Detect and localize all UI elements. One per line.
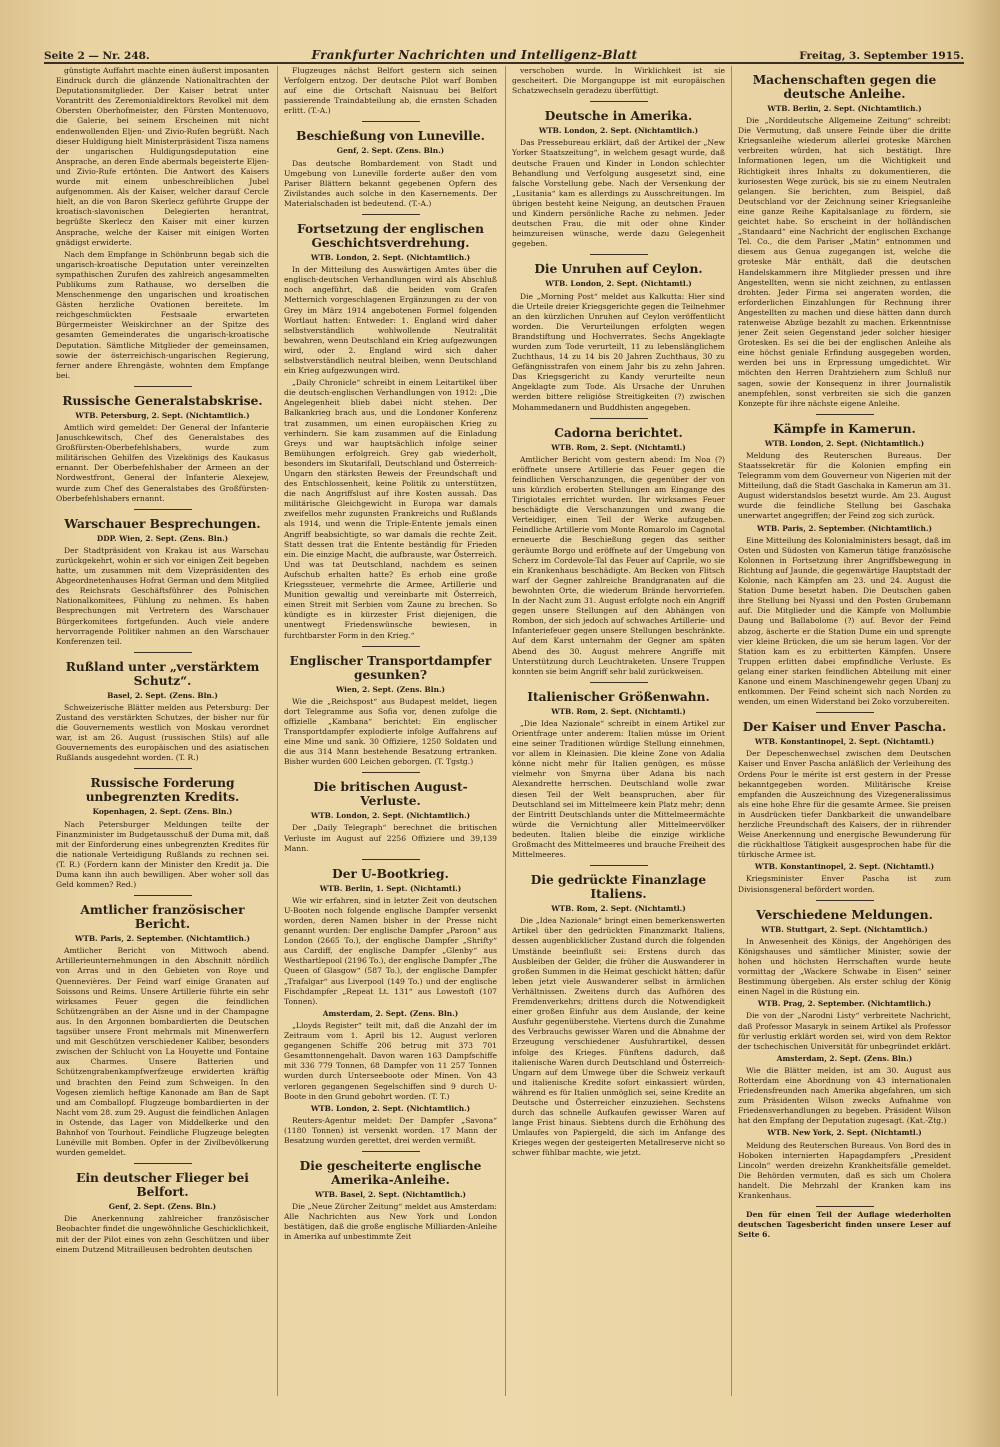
headline: Der Kaiser und Enver Pascha. <box>742 720 947 735</box>
headline: Die gescheiterte englische Amerika-Anleihe. <box>299 1159 482 1188</box>
page-number: Seite 2 — Nr. 248. <box>44 50 150 62</box>
dateline: Kopenhagen, 2. Sept. (Zens. Bln.) <box>92 807 233 817</box>
article-separator <box>362 121 420 122</box>
dateline: Amsterdam, 2. Sept. (Zens. Bln.) <box>776 1053 913 1063</box>
article-text: verschoben wurde. In Wirklichkeit ist sie gescheitert. Die Morganguppe ist mit europäischen Schatzwechseln geradezu überfüttigt. <box>512 66 725 96</box>
article-text: Kriegsminister Enver Pascha ist zum Divisionsgeneral befördert worden. <box>738 874 951 894</box>
dateline: WTB. Paris, 2. September. (Nichtamtlich.) <box>75 934 250 944</box>
article-separator <box>134 509 192 510</box>
dateline: WTB. London, 2. Sept. (Nichtamtlich.) <box>764 438 925 448</box>
article-separator <box>590 865 648 866</box>
article-separator <box>590 254 648 255</box>
article-text: Wie wir erfahren, sind in letzter Zeit von deutschen U-Booten noch folgende englische Dampfer versenkt worden, deren Namen bisher in der Presse nicht genannt wurden: Der englische Dampfer „Paroon“ aus London (2665 To.), der englische Dampfer „Shrifty“ aus Cardiff, der englische Dampfer „Glenby“ aus Westhartlepool (2196 To.), der englische Dampfer „The Queen of Glasgow“ (587 To.), der englische Dampfer „Trafalgar“ aus Liverpool (149 To.) und der englische Fischdampfer „Repeat Lt. 131“ aus Lowestoft (107 Tonnen). <box>284 895 497 1006</box>
dateline: WTB. London, 2. Sept. (Nichtamtl.) <box>545 279 692 289</box>
headline: Kämpfe in Kamerun. <box>773 421 916 436</box>
article-separator <box>816 414 874 415</box>
article-separator <box>816 712 874 713</box>
article-text: Nach Petersburger Meldungen teilte der Finanzminister im Budgetausschuß der Duma mit, daß mit der Einforderung eines unbegrenzten Kredites für die nationale Verteidigung Rußlands zu rechnen sei. (T. R.) (Fordern kann der Minister den Kredit ja. Die Duma kann ihn auch bewilligen. Aber woher soll das Geld kommen? Red.) <box>56 819 269 890</box>
article-separator <box>134 1163 192 1164</box>
article-text: In Anwesenheit des Königs, der Angehörigen des Königshauses und sämtlicher Minister, sowie der hohen und höchsten Herrschaften wurde heute vormittag der „Wackere Schwabe in Eisen“ seiner Bestimmung übergeben. Als erster schlug der König einen Nagel in die Rüstung ein. <box>738 936 951 997</box>
article-text: Reuters-Agentur meldet: Der Dampfer „Savona“ (1180 Tonnen) ist versenkt worden. 17 Mann der Besatzung wurden gerettet, drei werden vermißt. <box>284 1115 497 1145</box>
article-separator <box>134 386 192 387</box>
article-separator <box>590 682 648 683</box>
dateline: WTB. Konstantinopel, 2. Sept. (Nichtamtl.) <box>754 737 935 747</box>
headline: Warschauer Besprechungen. <box>64 516 261 531</box>
dateline: WTB. Rom, 2. Sept. (Nichtamtl.) <box>551 706 686 716</box>
article-text: Der Stadtpräsident von Krakau ist aus Warschau zurückgekehrt, wohin er sich vor einigen Zeit begeben hatte, um zusammen mit dem Vizepräsidenten des Abgeordnetenhauses Hofrat German und dem Mitglied des Reichsrats Geschäftsführer des Polnischen Nationalkomitees, Fühlung zu nehmen. Es haben Besprechungen mit Vertretern des Warschauer Bürgerkomitees fortgefunden. Auch viele andere hervorragende Politiker nahmen an den Warschauer Konferenzen teil. <box>56 545 269 646</box>
column-rule <box>505 66 506 1396</box>
headline: Russische Forderung unbegrenzten Kredits. <box>85 776 240 805</box>
dateline: WTB. Rom, 2. Sept. (Nichtamtl.) <box>551 904 686 914</box>
article-text: Die „Morning Post“ meldet aus Kalkutta: Hier sind die Urteile dreier Kriegsgerichte gegen die Teilnehmer an den kürzlichen Unruhen auf Ceylon veröffentlicht worden. Die Verurteilungen erfolgten wegen Brandstiftung und Hochverrates. Sechs Angeklagte wurden zum Tode verurteilt, 11 zu lebenslänglichem Zuchthaus, 14 zu 14 bis 20 Jahren Zuchthaus, 30 zu Gefängnisstrafen von einem Jahr bis zu zehn Jahren. Das Kriegsgericht zu Kandy verurteilte neun Angeklagte zum Tode. Als Ursache der Unruhen werden bittere religiöse Streitigkeiten (?) zwischen Mohammedanern und Buddhisten angegeben. <box>512 291 725 412</box>
dateline: WTB. New York, 2. Sept. (Nichtamtl.) <box>767 1128 922 1138</box>
article-text: Amtlicher Bericht von Mittwoch abend. Artillerieunternehmungen in den Abschnitt nördlich von Arras und in den Gebieten von Roye und Quennevières. Der Feind warf einige Granaten auf Soissons und Reims. Unsere Artillerie führte ein sehr wirksames Feuer gegen die feindlichen Schützengräben an der Aisne und in der Champagne aus. In den Argonnen bombardierten die Deutschen tagsüber unsere Front mehrmals mit Minenwerfern und mit Geschützen verschiedener Kaliber, besonders zwischen der Schlucht von La Houyette und Fontaine aux Charmes. Unsere Batterien und Schützengrabenkampfwerfzeuge erwiderten kräftig und brachten den Feind zum Schweigen. In den Vogesen ziemlich heftige Kanonade am Ban de Sapt und am Comballopf. Flugzeuge bombardierten in der Nacht vom 28. zum 29. August die feindlichen Anlagen in Ostende, das Lager von Middelkerke und den Bahnhof von Tourhout. Feindliche Flugzeuge belegten Lunéville mit Bomben. Opfer in der Zivilbevölkerung wurden gemeldet. <box>56 946 269 1158</box>
article-text: Der Depeschenwechsel zwischen dem Deutschen Kaiser und Enver Pascha anläßlich der Verleihung des Ordens Pour le mérite ist erst gestern in der Presse bekanntgegeben worden. Militärische Kreise empfanden die Auszeichnung des Vizegeneralissimus als eine hohe Ehre für die gesamte Armee. Sie preisen in Ausdrücken tiefer Dankbarkeit die unwandelbare herzliche Freundschaft des Kaisers, der in rührender Weise Anerkennung und energische Bewunderung für die rückhaltlose Tätigkeit ausgesprochen habe für die türkische Armee ist. <box>738 749 951 860</box>
column-3 <box>512 66 725 1396</box>
headline: Die gedrückte Finanzlage Italiens. <box>530 873 707 902</box>
headline: Die britischen August-Verluste. <box>313 780 468 809</box>
article-separator <box>134 652 192 653</box>
article-text: Meldung des Reuterschen Bureaus. Von Bord des in Hoboken internierten Hapagdampfers „President Lincoln“ werden dreizehn Krankheitsfälle gemeldet. Die Behörden vermuten, daß es sich um Cholera handelt. Die Mehrzahl der Kranken kam ins Krankenhaus. <box>738 1140 951 1200</box>
page-header <box>44 40 964 64</box>
dateline: WTB. Stuttgart, 2. Sept. (Nichtamtlich.) <box>761 924 928 934</box>
dateline: WTB. Prag, 2. September. (Nichtamtlich.) <box>757 999 932 1009</box>
page-edge-stain <box>966 0 1000 1447</box>
newspaper-title: Frankfurter Nachrichten und Intelligenz-Blatt <box>311 48 638 62</box>
dateline: Basel, 2. Sept. (Zens. Bln.) <box>107 690 218 700</box>
dateline: Wien, 2. Sept. (Zens. Bln.) <box>335 684 446 694</box>
headline: Beschießung von Luneville. <box>296 129 485 144</box>
headline: Cadorna berichtet. <box>554 425 683 440</box>
article-text: In der Mitteilung des Auswärtigen Amtes über die englisch-deutschen Verhandlungen wird als Abschluß noch angeführt, daß die beiden vom Grafen Metternich vorgeschlagenen Ergänzungen zu der von Grey im März 1914 angebotenen Formel folgenden Wortlaut hatten: Entweder: 1. England wird daher selbstverständlich wohlwollende Neutralität bewahren, wenn Deutschland ein Krieg aufgezwungen wird, oder 2. England wird sich daher selbstverständlich neutral bleiben, wenn Deutschland ein Krieg aufgezwungen wird. <box>284 265 497 376</box>
article-text: Wie die Blätter melden, ist am 30. August aus Rotterdam eine Abordnung von 43 internationalen Friedensfreunden nach Amerika abgefahren, um sich zum Präsidenten Wilson zwecks Aufnahme von Friedensverhandlungen zu begeben. Präsident Wilson hat den Empfang der Deputation zugesagt. (Kat.-Ztg.) <box>738 1065 951 1126</box>
article-text: günstigte Auffahrt machte einen äußerst imposanten Eindruck durch die glänzende Nationaltrachten der Deputationsmitglieder. Der Kaiser betrat unter Vorantritt des Zeremonialdirektors Revolkel mit dem Obersten Oberhofmeister, den Fürsten Montenuovo, die Galerie, bei seinem Erscheinen mit nicht endenwollenden Eljen- und Zivio-Rufen begrüßt. Nach dieser Huldigung hielt Ministerpräsident Tisza namens der ungarischen Huldigungsdeputation eine Ansprache, an deren Ende abermals begeisterte Eljen- und Zivio-Rufe ertönten. Die Antwort des Kaisers wurde mit einem unbeschreiblichen Jubel aufgenommen. Als der Kaiser, welcher darauf Cercle hielt, an die von Baron Skerlecz geführte Gruppe der kroatisch-slavonischen Delegierten herantrat, begrüßte Skerlecz den Kaiser mit einer kurzen Ansprache, welche der Kaiser mit einigen Worten gnädigst erwiderte. <box>56 66 269 247</box>
dateline: WTB. Konstantinopel, 2. Sept. (Nichtamtl.) <box>754 862 935 872</box>
article-text: Die von der „Narodni Listy“ verbreitete Nachricht, daß Professor Masaryk in seinem Artikel als Professor für verlustig erklärt worden sei, wird von dem Rektor der tschechischen Universität für unbegründet erklärt. <box>738 1011 951 1051</box>
article-separator <box>362 1151 420 1152</box>
article-text: Flugzeuges nächst Belfort gestern sich seinen Verfolgern entzog. Der deutsche Pilot warf Bomben auf eine die Ortschaft Naisnuau bei Belfort passierende Traindabteilung ab, die ernsten Schaden erlitt. (T.-A.) <box>284 66 497 116</box>
article-text: Das Pressebureau erklärt, daß der Artikel der „New Yorker Staatszeitung“, in welchem gesagt wurde, daß deutsche Frauen und Kinder in London schlechter Behandlung und Verfolgung ausgesetzt sind, eine falsche Vorstellung gebe. Nach der Versenkung der „Lusitania“ kam es allerdings zu Ausschreitungen. Im übrigen besteht keine Neigung, an deutschen Frauen und Kindern persönliche Rache zu nehmen. Jeder deutschen Frau, die mit oder ohne Kinder heimzureisen wünsche, werde dazu Gelegenheit gegeben. <box>512 138 725 249</box>
dateline: Genf, 2. Sept. (Zens. Bln.) <box>336 146 445 156</box>
headline: Machenschaften gegen die deutsche Anleihe. <box>752 73 937 101</box>
article-text: Schweizerische Blätter melden aus Petersburg: Der Zustand des verstärkten Schutzes, der bisher nur für die Gouvernements westlich von Moskau verordnet war, ist am 26. August (russischen Stils) auf alle Gouvernements des europäischen und des asiatischen Rußlands ausgedehnt worden. (T. R.) <box>56 702 269 763</box>
headline: Amtlicher französischer Bericht. <box>80 903 245 932</box>
dateline: WTB. Petersburg, 2. Sept. (Nichtamtlich.) <box>75 410 250 420</box>
article-text: Das deutsche Bombardement von Stadt und Umgebung von Luneville forderte außer den vom Pariser Blättern bekannt gegebenen Opfern des Zivilstandes auch solche in den Kasernements. Der Materialschaden ist bedeutend. (T.-A.) <box>284 158 497 208</box>
article-text: Nach dem Empfange in Schönbrunn begab sich die ungarisch-kroatische Deputation unter vereinzelten sympathischen Zurufen des zahlreich angesammelten Publikums zum Rathause, wo derselben die Menschenmenge den ungarischen und kroatischen Gästen herzliche Ovationen bereitete. Im reichgeschmückten Festsaale erwarteten Bürgermeister Weiskirchner an der Spitze des gesamten Gemeinderates die ungarisch-kroatische Deputation. Sämtliche Mitglieder der gemeinsamen, sowie der österreichisch-ungarischen Regierung, ferner andere Ehrengäste, wohnten dem Empfange bei. <box>56 249 269 380</box>
dateline: Genf, 2. Sept. (Zens. Bln.) <box>108 1202 217 1212</box>
column-rule <box>277 66 278 1396</box>
article-separator <box>362 646 420 647</box>
column-4 <box>738 66 951 1396</box>
dateline: WTB. London, 2. Sept. (Nichtamtlich.) <box>310 253 471 263</box>
article-separator <box>590 101 648 102</box>
headline: Italienischer Größenwahn. <box>527 689 710 704</box>
article-separator <box>362 772 420 773</box>
footnote: Den für einen Teil der Auflage wiederholten deutschen Tagesbericht finden unsere Leser auf Seite 6. <box>738 1210 951 1240</box>
article-text: Die „Neue Zürcher Zeitung“ meldet aus Amsterdam: Alle Nachrichten aus New York und London bestätigen, daß die große englische Milliarden-Anleihe in Amerika auf unbestimmte Zeit <box>284 1202 497 1242</box>
article-text: „Lloyds Register“ teilt mit, daß die Anzahl der im Zeitraum vom 1. April bis 12. August verloren gegangenen Schiffe 206 betrug mit 373 701 Gesamttonnengehalt. Davon waren 163 Dampfschiffe mit 336 779 Tonnen, 68 Dampfer von 11 257 Tonnen wurden durch Unterseeboote oder Minen. Von 43 verloren gegangenen Segelschiffen sind 9 durch U-Boote in den Grund gebohrt worden. (T. T.) <box>284 1020 497 1101</box>
dateline: WTB. Basel, 2. Sept. (Nichtamtlich.) <box>314 1190 467 1200</box>
article-text: Der „Daily Telegraph“ berechnet die britischen Verluste im August auf 2256 Offiziere und 39,139 Mann. <box>284 823 497 853</box>
dateline: WTB. London, 2. Sept. (Nichtamtlich.) <box>310 811 471 821</box>
article-text: Amtlicher Bericht vom gestern abend: Im Noa (?) eröffnete unsere Artillerie das Feuer gegen die feindlichen Verschanzungen, die gegenüber der von uns kürzlich eroberten Stellungen am Eingange des Tirigiotales errichtet wurden. Ihr wirksames Feuer beschädigte die Verschanzungen und zwang die Verteidiger, einen Teil der Werke aufzugeben. Feindliche Artillerie vom Monte Romarolo im Cagnotal erneuerte die Beschießung gegen das seither geräumte Borgo und eröffnete auf der Umgebung von Scherz im Cordevole-Tal das Feuer auf Caprile, wo sie ein Krankenhaus beschädigte. Am Becken von Flitsch warf der Gegner zahlreiche Brandgranaten auf die bewohnten Orte, die wiederum Brände hervorriefen. In der Nacht zum 31. August erfolgte noch ein Angriff gegen unsere Stellungen auf den Abhängen von Rombon, der sich jedoch auf schwaches Artillerie- und Infanteriefeuer gegen unsere Stellungen beschränkte. Auf dem Karst unternahm der Gegner am späten Abend des 30. August mehrere Angriffe mit Unterstützung durch Leuchtraketen. Unsere Truppen konnten sie beim Angriff sehr bald zurückweisen. <box>512 454 725 676</box>
headline: Englischer Transportdampfer gesunken? <box>289 653 492 682</box>
dateline: WTB. London, 2. Sept. (Nichtamtlich.) <box>310 1103 471 1113</box>
article-separator <box>590 418 648 419</box>
headline: Deutsche in Amerika. <box>544 109 693 124</box>
headline: Russische Generalstabskrise. <box>62 393 263 408</box>
article-text: „Die Idea Nazionale“ schreibt in einem Artikel zur Orientfrage unter anderem: Italien müsse im Orient eine seiner Traditionen würdige Stellung einnehmen, vor allem in Kleinasien. Die kleine Zone von Adalia könne nicht mehr für Italien genügen, es müsse vielmehr von Smyrna über Adana bis nach Alexandrette herrschen. Deutschland wolle zwar diesen Teil der Welt beanspruchen, aber für Deutschland sei im Mittelmeere kein Platz mehr; denn der Eintritt Deutschlands unter die Mittelmeermächte würde die Vernichtung aller Mittelmeervölker bedeuten. Italien bleibe die einzige wirkliche Großmacht des Mittelmeeres und brauche Freiheit des Mittelmeeres. <box>512 718 725 860</box>
article-separator <box>816 1206 874 1207</box>
article-separator <box>362 859 420 860</box>
headline: Verschiedene Meldungen. <box>756 907 933 922</box>
article-separator <box>134 895 192 896</box>
dateline: WTB. Rom, 2. Sept. (Nichtamtl.) <box>551 442 686 452</box>
article-separator <box>816 900 874 901</box>
headline: Fortsetzung der englischen Geschichtsverdrehung. <box>297 222 484 251</box>
headline: Rußland unter „verstärktem Schutz“. <box>65 659 260 688</box>
headline: Die Unruhen auf Ceylon. <box>534 262 703 277</box>
article-text: Wie die „Reichspost“ aus Budapest meldet, liegen dort Telegramme aus Sofia vor, denen zufolge die offizielle „Kambana“ berichtet: Ein englischer Transportdampfer explodierte infolge Auffahrens auf eine Mine und sank. 30 Offiziere, 1250 Soldaten und die aus 314 Mann bestehende Besatzung ertranken. Bisher wurden 600 Leichen geborgen. (T. Tgstg.) <box>284 696 497 767</box>
article-text: Amtlich wird gemeldet: Der General der Infanterie Januschkewitsch, Chef des Generalstabes des Großfürsten-Oberbefehlshabers, wurde zum militärischen Gehilfen des Vizekönigs des Kaukasus ernannt. Der Oberbefehlshaber der Armeen an der Nordwestfront, General der Infanterie Alexejew, wurde zum Chef des Generalstabes des Großfürsten-Oberbefehlshabers ernannt. <box>56 423 269 503</box>
article-text: Meldung des Reuterschen Bureaus. Der Staatssekretär für die Kolonien empfing ein Telegramm vom dem Gouverneur von Nigerien mit der Mitteilung, daß die Stadt Gaschaka in Kamerun am 31. August widerstandslos besetzt wurde. Am 23. August wurde die feindliche Stellung bei Gaschaka unerwartet angegriffen; der Feind zog sich zurück. <box>738 450 951 521</box>
dateline: Amsterdam, 2. Sept. (Zens. Bln.) <box>322 1008 459 1018</box>
column-1 <box>56 66 269 1396</box>
dateline: WTB. Berlin, 1. Sept. (Nichtamtl.) <box>319 883 462 893</box>
headline: Der U-Bootkrieg. <box>332 866 449 881</box>
column-rule <box>731 66 732 1396</box>
dateline: WTB. London, 2. Sept. (Nichtamtlich.) <box>538 126 699 136</box>
dateline: WTB. Paris, 2. September. (Nichtamtlich.) <box>757 523 932 533</box>
dateline: WTB. Berlin, 2. Sept. (Nichtamtlich.) <box>767 104 922 113</box>
article-text: Eine Mitteilung des Kolonialministers besagt, daß im Osten und Südosten von Kamerun tätige französische Kolonnen in Fortsetzung ihrer Angriffsbewegung in Richtung auf Jaunde, die gegenwärtige Hauptstadt der Kolonie, nach Kämpfen am 23. und 24. August die Station Dume besetzt haben. Die Deutschen gaben ihre Stellung bei Nyassi und den Posten Grubemann auf. Die Mitglieder und die Kämpfe von Mollumbie Daung und Ballabolome (?) auf. Bevor der Feind abzog, äscherte er die Station Dume ein und sprengte vier kleine Brücken, die um sie herum lagen. Vor der Station kam es zu erbitterten Kämpfen. Unsere Truppen erlitten dabei empfindliche Verluste. Es gelang einer starken feindlichen Abteilung mit einer Kanone und einem Maschinengewehr gegen Ubanj zu entkommen. Der Feind scheint sich nach Norden zu wenden, um einen Widerstand bei Zoko vorzubereiten. <box>738 535 951 707</box>
article-separator <box>134 768 192 769</box>
article-text: Die „Idea Nazionale“ bringt einen bemerkenswerten Artikel über den gedrückten Finanzmarkt Italiens, dessen augenblicklicher Zustand durch die folgenden Umstände beeinflußt sei: Erstens durch das Ausbleiben der Gelder, die früher die Auswanderer in großen Summen in die Heimat geschickt hätten; dafür leben jetzt viele Auswanderer selbst in ärmlichen Verhältnissen. Zweitens durch das Aufhören des Fremdenverkehrs; drittens durch die Notwendigkeit einer großen Einfuhr aus dem Auslande, der keine Ausfuhr gegenüberstehe. Viertens durch die Zunahme des Verbrauchs gewisser Waren und die Abnahme der Erzeugung verschiedener Ausfuhrartikel, dessen infolge des Krieges. Fünftens dadurch, daß italienische Waren durch Deutschland und Österreich-Ungarn auf dem Umwege über die Schweiz verkauft und italienische Kredite sofort einkassiert würden, während es für Italien unmöglich sei, seine Kredite an Deutsche und Österreicher einzuziehen. Sechstens durch das schnelle Aufkaufen gewisser Waren auf lange Frist hinaus. Siebtens durch die Erhöhung des Umlaufes von Papiergeld, die sich im Anfange des Krieges wegen der gesteigerten Metallreserve nicht so schwer fühlbar machte, wie jetzt. <box>512 916 725 1158</box>
headline: Ein deutscher Flieger bei Belfort. <box>76 1171 249 1200</box>
issue-date: Freitag, 3. September 1915. <box>799 50 964 62</box>
article-separator <box>362 214 420 215</box>
article-text: Die „Norddeutsche Allgemeine Zeitung“ schreibt: Die Vermutung, daß unsere Feinde über die dritte Kriegsanleihe wiederum allerlei groteske Märchen verbreiten würden, hat sich bestätigt. Ihre Informationen legen, um die Wichtigkeit und Richtigkeit ihres Inhalts zu dokumentieren, die kuriosesten Wege zurück, bis sie zu einem Neutralen gelangen. Sie berichten, zum Beispiel, daß Deutschland vor der Zeichnung seiner Kriegsanleihe eine ganze Reihe Kapitalsanlage zu fördern, sie geichtet habe. So erscheint in der holländischen „Standaard“ eine Nachricht der englischen Exchange Tel. Co., die dem Pariser „Matin“ entnommen und diesem aus Genua zugegangen ist, welche die groteske Mär enthält, daß die deutschen Handelskammern ihre Mitglieder pressen und ihre Angestellten, wenn sie nicht zeichnen, zu entlassen drohten. Jeder Firma sei angeraten worden, die erforderlichen Einzahlungen für Rechnung ihrer Angestellten zu machen und diese hätten dann durch ratenweise Abzüge bezahlt zu machen. Erkenntnisse jener Zeit seien Gegenstand jeder solcher hiesiger Grotesken. Es sei die bei der englischen Anleihe als eine höchst geniale Erfindung ausgegeben worden, werden bei uns in Erpressung umgedichtet. Wir möchten den Herren Drahtziehern zum Schluß nur sagen, sowie der Konsequenz in ihrer Journalistik anempfehlen, sonst verbreiten sie sich die ganzen Konzepte für ihre nächste eigene Anleihe. <box>738 116 951 408</box>
column-2 <box>284 66 497 1396</box>
dateline: DDP. Wien, 2. Sept. (Zens. Bln.) <box>96 533 229 543</box>
article-text: Die Anerkennung zahlreicher französischer Beobachter findet die ungewöhnliche Geschicklichkeit, mit der der Pilot eines von zehn Geschützen und über einem Dutzend Mitrailleusen bedrohten deutschen <box>56 1214 269 1254</box>
article-text: „Daily Chronicle“ schreibt in einem Leitartikel über die deutsch-englischen Verhandlungen von 1912: „Die Angelegenheit blieb dabei nicht stehen. Der Balkankrieg brach aus, und die Londoner Konferenz trat zusammen, um einen europäischen Krieg zu verhindern. Sie kam zusammen auf die Einladung Greys und war hauptsächlich infolge seiner Bemühungen erfolgreich. Grey gab wiederholt, besonders im Skutarifall, Deutschland und Österreich-Ungarn den stärksten Beweis der Freundschaft und des Entschlossenheit, keine Politik zu unterstützen, die nach Angriffslust auf ihre Kosten aussah. Das militärische Gleichgewicht in Europa war damals zweifellos mehr zugunsten Frankreichs und Rußlands als 1914, und wenn die Triple-Entente jemals einen Angriff beabsichtigte, so war damals die rechte Zeit. Statt dessen trat die Entente beständig für Frieden ein. Die einzige Macht, die aufbrauste, war Österreich. Und was tat Deutschland, nachdem es seinen Aufschub erhalten hatte? Es erhob eine große Kriegssteuer, vermehrte die Armee, Artillerie und Munition gewaltig und vereinbarte mit Österreich, einen Streit mit Serbien vom Zaune zu brechen. So kündigte es in kürzester Frist diejenigen, die unentwegt Friedenswünsche bewiesen, in furchtbarster Form in den Krieg.“ <box>284 378 497 640</box>
